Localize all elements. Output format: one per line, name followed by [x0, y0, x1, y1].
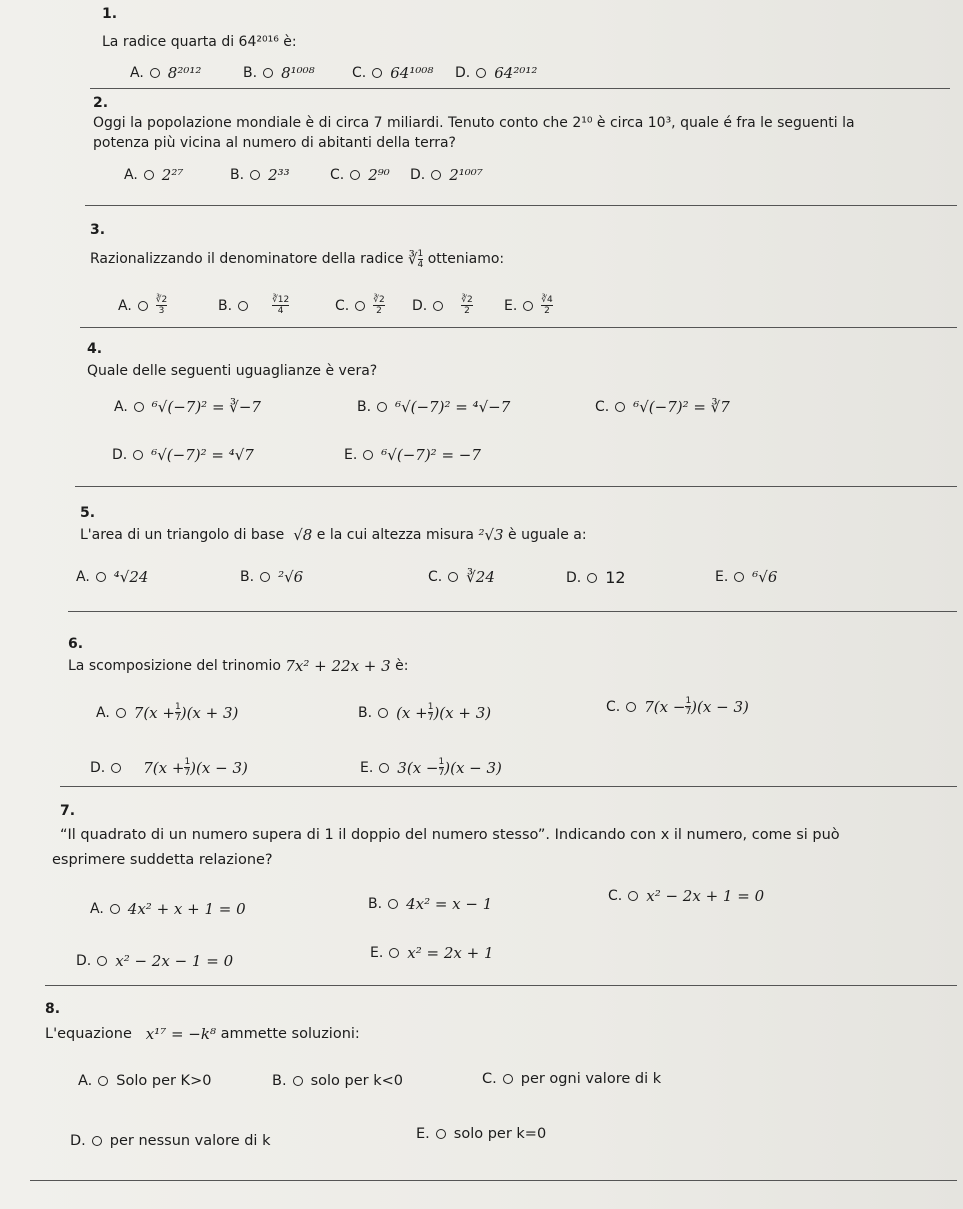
divider	[68, 611, 957, 612]
radio-icon[interactable]	[355, 301, 365, 311]
radio-icon[interactable]	[389, 948, 399, 958]
q8-option-a[interactable]: A. Solo per K>0	[78, 1073, 212, 1089]
radio-icon[interactable]	[431, 170, 441, 180]
q7-option-a[interactable]: A. 4x² + x + 1 = 0	[90, 900, 246, 918]
radio-icon[interactable]	[626, 702, 636, 712]
radio-icon[interactable]	[92, 1136, 102, 1146]
q7-option-e[interactable]: E. x² = 2x + 1	[370, 944, 494, 962]
q6-option-d[interactable]: D. 7(x + $\frac{1}{7}$ )(x − 3)	[90, 757, 248, 778]
q2-option-d[interactable]: D. 2¹⁰⁰⁷	[410, 166, 483, 184]
q5-number: 5.	[80, 505, 96, 521]
divider	[60, 786, 957, 787]
radio-icon[interactable]	[503, 1074, 513, 1084]
q4-option-a[interactable]: A. ⁶√(−7)² = ∛−7	[114, 398, 261, 416]
q3-option-b[interactable]: B. $\frac{∛12}{4}$	[218, 295, 290, 316]
q8-prompt: L'equazione x¹⁷ = −k⁸ ammette soluzioni:	[45, 1025, 360, 1043]
q5-option-b[interactable]: B. ²√6	[240, 568, 304, 586]
divider	[75, 486, 957, 487]
radio-icon[interactable]	[97, 956, 107, 966]
q3-option-a[interactable]: A. $\frac{∛2}{3}$	[118, 295, 168, 316]
q7-option-c[interactable]: C. x² − 2x + 1 = 0	[608, 887, 765, 905]
radio-icon[interactable]	[133, 450, 143, 460]
q1-option-a[interactable]: A. 8²⁰¹²	[130, 64, 202, 82]
q2-option-a[interactable]: A. 2²⁷	[124, 166, 184, 184]
q3-option-d[interactable]: D. $\frac{∛2}{2}$	[412, 295, 473, 316]
q7-number: 7.	[60, 803, 76, 819]
radio-icon[interactable]	[388, 899, 398, 909]
radio-icon[interactable]	[96, 572, 106, 582]
q5-option-e[interactable]: E. ⁶√6	[715, 568, 778, 586]
radio-icon[interactable]	[260, 572, 270, 582]
radio-icon[interactable]	[615, 402, 625, 412]
radio-icon[interactable]	[372, 68, 382, 78]
q3-prompt: Razionalizzando il denominatore della radice ∛ $\frac{1}{4}$ otteniamo:	[90, 249, 505, 270]
radio-icon[interactable]	[238, 301, 248, 311]
q2-prompt-line2: potenza più vicina al numero di abitanti della terra?	[93, 135, 456, 151]
radio-icon[interactable]	[734, 572, 744, 582]
radio-icon[interactable]	[350, 170, 360, 180]
divider	[30, 1180, 957, 1181]
q8-option-d[interactable]: D. per nessun valore di k	[70, 1133, 271, 1149]
radio-icon[interactable]	[628, 891, 638, 901]
radio-icon[interactable]	[110, 904, 120, 914]
q8-option-e[interactable]: E. solo per k=0	[416, 1126, 547, 1142]
q4-prompt: Quale delle seguenti uguaglianze è vera?	[87, 363, 378, 379]
radio-icon[interactable]	[293, 1076, 303, 1086]
q5-prompt: L'area di un triangolo di base √8 e la cui altezza misura ²√3 è uguale a:	[80, 526, 587, 544]
q6-option-e[interactable]: E. 3(x − $\frac{1}{7}$ )(x − 3)	[360, 757, 502, 778]
divider	[45, 985, 957, 986]
q3-number: 3.	[90, 222, 106, 238]
radio-icon[interactable]	[433, 301, 443, 311]
radio-icon[interactable]	[523, 301, 533, 311]
q4-option-c[interactable]: C. ⁶√(−7)² = ∛7	[595, 398, 730, 416]
q3-option-e[interactable]: E. $\frac{∛4}{2}$	[504, 295, 553, 316]
q6-option-b[interactable]: B. (x + $\frac{1}{7}$ )(x + 3)	[358, 702, 492, 723]
radio-icon[interactable]	[116, 708, 126, 718]
q6-number: 6.	[68, 636, 84, 652]
q6-option-a[interactable]: A. 7(x + $\frac{1}{7}$ )(x + 3)	[96, 702, 239, 723]
q4-number: 4.	[87, 341, 103, 357]
radio-icon[interactable]	[250, 170, 260, 180]
q8-option-c[interactable]: C. per ogni valore di k	[482, 1071, 662, 1087]
q1-number: 1.	[102, 6, 118, 22]
radio-icon[interactable]	[436, 1129, 446, 1139]
q1-prompt: La radice quarta di 64²⁰¹⁶ è:	[102, 34, 297, 50]
q7-option-b[interactable]: B. 4x² = x − 1	[368, 895, 493, 913]
q2-prompt-line1: Oggi la popolazione mondiale è di circa 7 miliardi. Tenuto conto che 2¹⁰ è circa 10³, quale é fra le seguenti la	[93, 115, 855, 131]
q3-option-c[interactable]: C. $\frac{∛2}{2}$	[335, 295, 385, 316]
divider	[85, 205, 957, 206]
q1-option-b[interactable]: B. 8¹⁰⁰⁸	[243, 64, 315, 82]
radio-icon[interactable]	[144, 170, 154, 180]
radio-icon[interactable]	[448, 572, 458, 582]
divider	[80, 327, 957, 328]
radio-icon[interactable]	[363, 450, 373, 460]
q7-prompt-line2: esprimere suddetta relazione?	[52, 852, 273, 868]
radio-icon[interactable]	[378, 708, 388, 718]
q1-option-c[interactable]: C. 64¹⁰⁰⁸	[352, 64, 434, 82]
radio-icon[interactable]	[150, 68, 160, 78]
q1-option-d[interactable]: D. 64²⁰¹²	[455, 64, 538, 82]
q4-option-b[interactable]: B. ⁶√(−7)² = ⁴√−7	[357, 398, 511, 416]
radio-icon[interactable]	[377, 402, 387, 412]
q6-prompt: La scomposizione del trinomio 7x² + 22x + 3 è:	[68, 657, 409, 675]
radio-icon[interactable]	[379, 763, 389, 773]
q8-option-b[interactable]: B. solo per k<0	[272, 1073, 403, 1089]
q7-option-d[interactable]: D. x² − 2x − 1 = 0	[76, 952, 234, 970]
divider	[90, 88, 950, 89]
q2-number: 2.	[93, 95, 109, 111]
radio-icon[interactable]	[587, 573, 597, 583]
q2-option-c[interactable]: C. 2⁹⁰	[330, 166, 390, 184]
radio-icon[interactable]	[263, 68, 273, 78]
q6-option-c[interactable]: C. 7(x − $\frac{1}{7}$ )(x − 3)	[606, 696, 749, 717]
radio-icon[interactable]	[134, 402, 144, 412]
radio-icon[interactable]	[476, 68, 486, 78]
q5-option-c[interactable]: C. ∛24	[428, 568, 495, 586]
q2-option-b[interactable]: B. 2³³	[230, 166, 290, 184]
radio-icon[interactable]	[98, 1076, 108, 1086]
q4-option-d[interactable]: D. ⁶√(−7)² = ⁴√7	[112, 446, 254, 464]
radio-icon[interactable]	[138, 301, 148, 311]
q5-option-a[interactable]: A. ⁴√24	[76, 568, 149, 586]
q4-option-e[interactable]: E. ⁶√(−7)² = −7	[344, 446, 481, 464]
radio-icon[interactable]	[111, 763, 121, 773]
q8-number: 8.	[45, 1001, 61, 1017]
q7-prompt-line1: “Il quadrato di un numero supera di 1 il doppio del numero stesso”. Indicando con x il numero, come si può	[60, 827, 840, 843]
q5-option-d[interactable]: D. 12	[566, 568, 626, 587]
